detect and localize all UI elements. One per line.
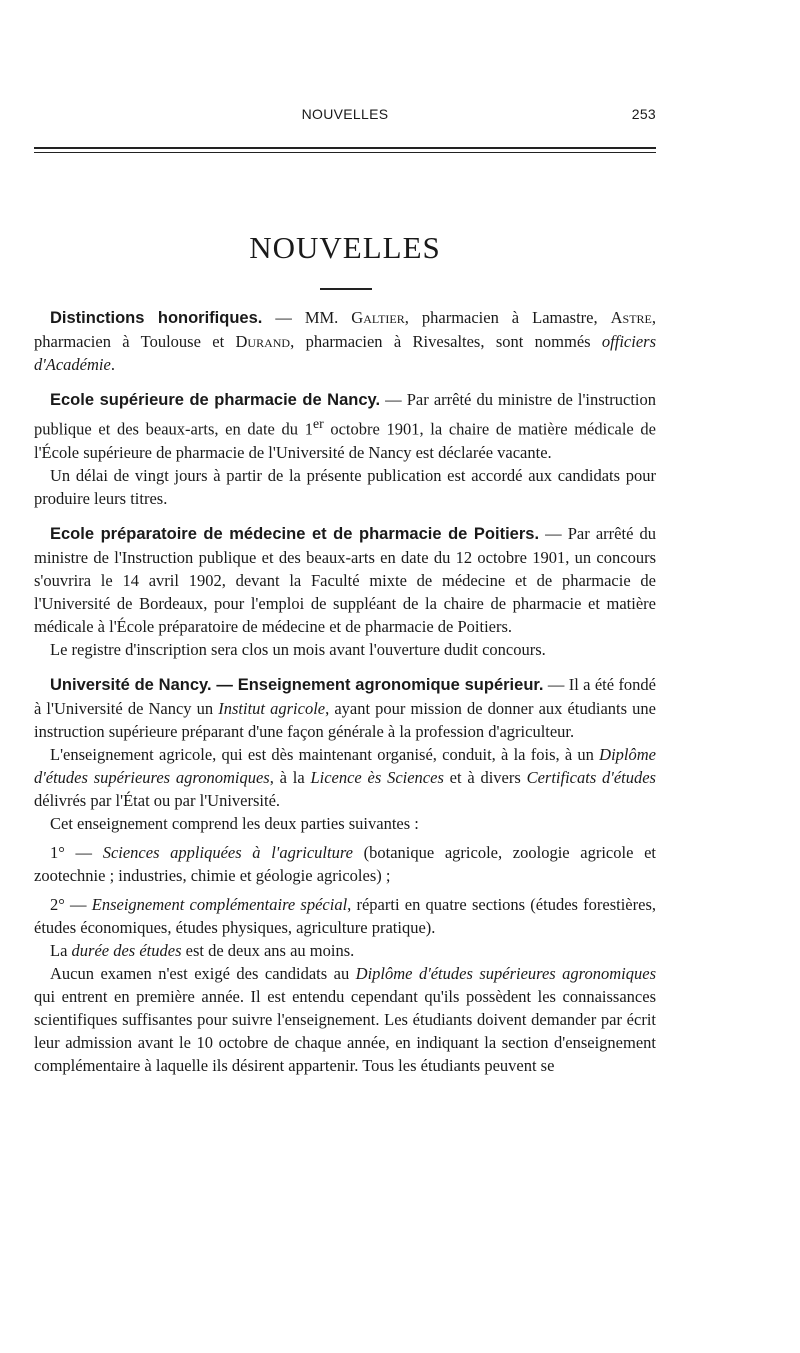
text: Aucun examen n'est exigé des candidats au xyxy=(50,963,356,983)
text: délivrés par l'État ou par l'Université. xyxy=(34,790,281,810)
italic-text: durée des études xyxy=(71,940,182,960)
text: — Par arrêté du ministre de l'instruction publique et des beaux-arts, en date du 1 xyxy=(34,390,656,439)
text: , pharmacien à Lamastre, xyxy=(404,308,611,327)
article-title: NOUVELLES xyxy=(249,230,441,265)
article-body xyxy=(34,306,656,1077)
italic-text: Enseignement complémentaire spécial xyxy=(91,894,348,914)
text: — Il a été fondé à l'Université de Nancy un xyxy=(34,674,657,718)
section-heading: Ecole supérieure de pharmacie de Nancy. xyxy=(50,391,381,409)
italic-text: Licence ès Sciences xyxy=(310,767,444,787)
text: , à la xyxy=(269,767,311,787)
text: octobre 1901, la chaire de matière médicale de l'École supérieure de pharmacie de l'Université de Nancy est déclarée vacante. xyxy=(34,419,656,462)
text: La xyxy=(50,940,72,960)
person-name: Durand xyxy=(235,332,291,351)
text: et à divers xyxy=(443,767,527,787)
text: — MM. xyxy=(262,308,352,327)
paragraph: Cet enseignement comprend les deux parties suivantes : xyxy=(50,813,419,833)
paragraph xyxy=(34,962,656,1077)
italic-text: Diplôme d'études supérieures agronomiques xyxy=(34,744,656,787)
text: qui entrent en première année. Il est entendu cependant qu'ils possèdent les connaissances scientifiques suffisantes pour suivre l'enseignement. Les étudiants doivent demander par écrit leur admission avant le 10 octobre de chaque année, en indiquant la section d'enseignement complémentaire à laquelle ils désirent appartenir. Tous les étudiants peuvent se xyxy=(34,986,656,1075)
text: , ayant pour mission de donner aux étudiants une instruction supérieure préparant d'une façon générale à la profession d'agriculteur. xyxy=(34,698,656,741)
list-item xyxy=(34,841,656,887)
italic-text: Diplôme d'études supérieures agronomiques xyxy=(355,963,656,983)
text: 1° — xyxy=(50,842,103,862)
paragraph: Un délai de vingt jours à partir de la présente publication est accordé aux candidats pour produire leurs titres. xyxy=(34,465,656,508)
section-nancy-pharmacie xyxy=(34,388,656,464)
italic-text: Certificats d'études xyxy=(526,767,656,787)
text: , réparti en quatre sections (études forestières, études économiques, études physiques, agriculture pratique). xyxy=(34,894,656,937)
header-rule-thin xyxy=(34,152,656,153)
person-name: Astre xyxy=(610,308,652,327)
header-rule-thick xyxy=(34,147,656,149)
header-rule xyxy=(34,147,656,157)
page-number: 253 xyxy=(631,106,656,122)
person-name: Galtier xyxy=(351,308,405,327)
italic-text: Institut agricole xyxy=(218,698,326,718)
section-distinctions xyxy=(34,306,656,376)
section-poitiers xyxy=(34,522,656,638)
text: , pharmacien à Toulouse et xyxy=(34,308,656,351)
text: L'enseignement agricole, qui est dès maintenant organisé, conduit, à la fois, à un xyxy=(50,744,600,764)
text: . xyxy=(110,355,115,374)
section-heading: Ecole préparatoire de médecine et de pharmacie de Poitiers. xyxy=(50,524,540,543)
text: 2° — xyxy=(50,894,92,914)
running-title: NOUVELLES xyxy=(301,106,389,122)
text: — Par arrêté du ministre de l'Instruction publique et des beaux-arts en date du 12 octobre 1901, un concours s'ouvrira le 14 avril 1902, devant la Faculté mixte de médecine et de pharmacie de l'Université de Bordeaux, pour l'emploi de suppléant de la chaire de pharmacie et matière médicale à l'École préparatoire de médecine et de pharmacie de Poitiers. xyxy=(34,523,656,636)
section-heading: Université de Nancy. — Enseignement agronomique supérieur. xyxy=(50,675,544,694)
section-nancy-agronomie xyxy=(34,673,656,743)
paragraph xyxy=(34,939,656,962)
italic-text: officiers d'Académie xyxy=(34,332,656,374)
text: (botanique agricole, zoologie agricole et zootechnie ; industries, chimie et géologie agricoles) ; xyxy=(34,842,656,885)
paragraph: Le registre d'inscription sera clos un mois avant l'ouverture dudit concours. xyxy=(50,639,546,659)
section-heading: Distinctions honorifiques. xyxy=(50,309,263,327)
italic-text: Sciences appliquées à l'agriculture xyxy=(102,842,353,862)
text: est de deux ans au moins. xyxy=(181,940,355,960)
text: , pharmacien à Rivesaltes, sont nommés xyxy=(290,332,602,351)
running-head xyxy=(34,106,656,126)
paragraph xyxy=(34,743,656,812)
superscript: er xyxy=(312,416,324,431)
title-rule xyxy=(320,288,372,290)
list-item xyxy=(34,893,656,939)
